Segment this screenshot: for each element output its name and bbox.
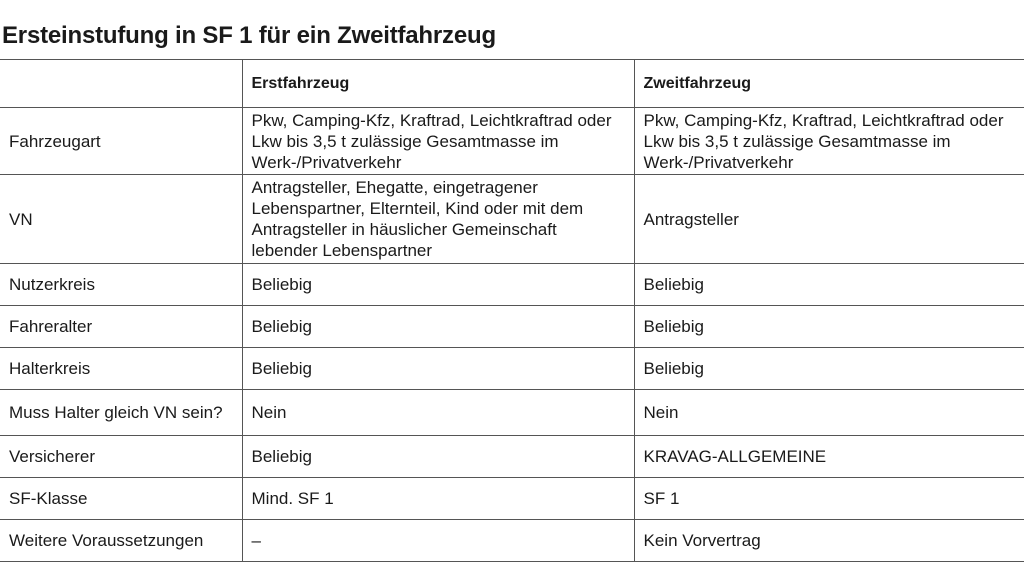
cell-zweitfahrzeug: SF 1 — [634, 478, 1024, 520]
row-label: Fahreralter — [0, 306, 242, 348]
row-label: Fahrzeugart — [0, 108, 242, 175]
header-cell-zweitfahrzeug: Zweitfahrzeug — [634, 60, 1024, 108]
row-label: Weitere Voraussetzungen — [0, 520, 242, 562]
cell-erstfahrzeug: Mind. SF 1 — [242, 478, 634, 520]
table-row — [0, 108, 1024, 175]
cell-erstfahrzeug: Nein — [242, 390, 634, 436]
cell-erstfahrzeug: – — [242, 520, 634, 562]
row-label: Halterkreis — [0, 348, 242, 390]
cell-zweitfahrzeug: Beliebig — [634, 348, 1024, 390]
table-row — [0, 520, 1024, 562]
comparison-table — [0, 59, 1024, 562]
table-header-row — [0, 60, 1024, 108]
page-title: Ersteinstufung in SF 1 für ein Zweitfahrzeug — [2, 22, 496, 49]
cell-zweitfahrzeug: Kein Vorvertrag — [634, 520, 1024, 562]
cell-erstfahrzeug: Beliebig — [242, 436, 634, 478]
table-row — [0, 175, 1024, 264]
cell-zweitfahrzeug: Pkw, Camping-Kfz, Kraftrad, Leichtkraftrad oder Lkw bis 3,5 t zulässige Gesamtmasse im Werk-/Privatverkehr — [634, 108, 1024, 175]
cell-erstfahrzeug: Beliebig — [242, 264, 634, 306]
row-label: VN — [0, 175, 242, 264]
header-cell-erstfahrzeug: Erstfahrzeug — [242, 60, 634, 108]
table-row — [0, 390, 1024, 436]
table-row — [0, 306, 1024, 348]
cell-zweitfahrzeug: Nein — [634, 390, 1024, 436]
cell-zweitfahrzeug: Beliebig — [634, 306, 1024, 348]
table-row — [0, 348, 1024, 390]
table-row — [0, 478, 1024, 520]
header-cell-empty — [0, 60, 242, 108]
cell-erstfahrzeug: Pkw, Camping-Kfz, Kraftrad, Leichtkraftrad oder Lkw bis 3,5 t zulässige Gesamtmasse im Werk-/Privatverkehr — [242, 108, 634, 175]
cell-zweitfahrzeug: Beliebig — [634, 264, 1024, 306]
row-label: Muss Halter gleich VN sein? — [0, 390, 242, 436]
cell-erstfahrzeug: Beliebig — [242, 348, 634, 390]
cell-erstfahrzeug: Antragsteller, Ehegatte, eingetragener Lebenspartner, Elternteil, Kind oder mit dem Antragsteller in häuslicher Gemeinschaft lebender Lebenspartner — [242, 175, 634, 264]
cell-erstfahrzeug: Beliebig — [242, 306, 634, 348]
cell-zweitfahrzeug: Antragsteller — [634, 175, 1024, 264]
row-label: Versicherer — [0, 436, 242, 478]
table-row — [0, 264, 1024, 306]
table-row — [0, 436, 1024, 478]
row-label: Nutzerkreis — [0, 264, 242, 306]
row-label: SF-Klasse — [0, 478, 242, 520]
cell-zweitfahrzeug: KRAVAG-ALLGEMEINE — [634, 436, 1024, 478]
